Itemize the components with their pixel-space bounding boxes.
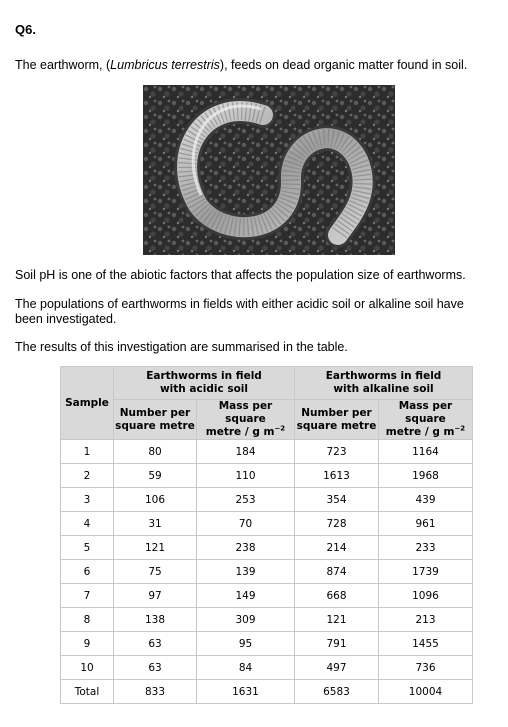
acidic-mass-cell: 309 [197, 608, 295, 632]
sample-cell: Total [61, 680, 114, 704]
alkaline-header-line-2: with alkaline soil [333, 383, 434, 395]
alkaline-header-line-1: Earthworms in field [325, 370, 442, 382]
table-row [61, 512, 473, 536]
sample-cell: 6 [61, 560, 114, 584]
alkaline-mass-cell: 961 [379, 512, 473, 536]
sample-header: Sample [61, 367, 114, 440]
intro-text-before: The earthworm, ( [15, 58, 111, 72]
alkaline-number-cell: 214 [295, 536, 379, 560]
sample-cell: 10 [61, 656, 114, 680]
alkaline-mass-cell: 1739 [379, 560, 473, 584]
alkaline-mass-header: Mass per square metre / g $m^{-2}$ [379, 400, 473, 440]
table-row [61, 584, 473, 608]
alkaline-number-cell: 728 [295, 512, 379, 536]
acidic-mass-header: Mass per square metre / g $m^{-2}$ [197, 400, 295, 440]
acidic-soil-header [114, 367, 295, 400]
acidic-mass-cell: 95 [197, 632, 295, 656]
acidic-number-cell: 59 [114, 464, 197, 488]
table-body [61, 440, 473, 704]
species-name: Lumbricus terrestris [110, 58, 220, 72]
sample-cell: 2 [61, 464, 114, 488]
acidic-number-cell: 63 [114, 656, 197, 680]
alkaline-soil-header [295, 367, 473, 400]
acidic-mass-cell: 184 [197, 440, 295, 464]
sample-cell: 8 [61, 608, 114, 632]
alkaline-number-cell: 723 [295, 440, 379, 464]
earthworm-image-icon [143, 85, 395, 255]
alkaline-mass-cell: 1455 [379, 632, 473, 656]
sample-cell: 3 [61, 488, 114, 512]
acidic-number-header: Number per square metre [114, 400, 197, 440]
intro-text-after: ), feeds on dead organic matter found in soil. [219, 58, 468, 72]
acidic-mass-cell: 139 [197, 560, 295, 584]
acidic-mass-cell: 1631 [197, 680, 295, 704]
question-number: Q6. [15, 22, 36, 37]
population-paragraph: The populations of earthworms in fields with either acidic soil or alkaline soil have been investigated. [15, 297, 464, 326]
table-row [61, 656, 473, 680]
total-row [61, 680, 473, 704]
table-row [61, 536, 473, 560]
acidic-number-cell: 80 [114, 440, 197, 464]
acidic-number-cell: 833 [114, 680, 197, 704]
sample-cell: 7 [61, 584, 114, 608]
acidic-number-cell: 121 [114, 536, 197, 560]
table-row [61, 464, 473, 488]
alkaline-mass-cell: 1096 [379, 584, 473, 608]
alkaline-mass-cell: 1968 [379, 464, 473, 488]
acidic-number-cell: 31 [114, 512, 197, 536]
sample-cell: 4 [61, 512, 114, 536]
alkaline-mass-cell: 439 [379, 488, 473, 512]
alkaline-number-cell: 874 [295, 560, 379, 584]
table-row [61, 608, 473, 632]
table-row [61, 440, 473, 464]
acidic-number-cell: 138 [114, 608, 197, 632]
acidic-mass-cell: 70 [197, 512, 295, 536]
acidic-mass-cell: 253 [197, 488, 295, 512]
sample-cell: 1 [61, 440, 114, 464]
alkaline-number-cell: 668 [295, 584, 379, 608]
acidic-header-line-2: with acidic soil [159, 383, 248, 395]
alkaline-number-cell: 6583 [295, 680, 379, 704]
alkaline-number-cell: 497 [295, 656, 379, 680]
alkaline-mass-cell: 233 [379, 536, 473, 560]
table-row [61, 488, 473, 512]
alkaline-number-cell: 354 [295, 488, 379, 512]
acidic-mass-cell: 110 [197, 464, 295, 488]
acidic-number-cell: 75 [114, 560, 197, 584]
results-paragraph: The results of this investigation are summarised in the table. [15, 340, 348, 354]
earthworm-photo [143, 85, 395, 255]
intro-paragraph [15, 58, 495, 73]
alkaline-mass-cell: 213 [379, 608, 473, 632]
acidic-mass-cell: 149 [197, 584, 295, 608]
soil-ph-paragraph: Soil pH is one of the abiotic factors that affects the population size of earthworms. [15, 268, 466, 282]
alkaline-mass-cell: 10004 [379, 680, 473, 704]
sample-cell: 9 [61, 632, 114, 656]
table-row [61, 632, 473, 656]
acidic-header-line-1: Earthworms in field [146, 370, 262, 382]
alkaline-number-header: Number per square metre [295, 400, 379, 440]
alkaline-number-cell: 791 [295, 632, 379, 656]
acidic-number-cell: 97 [114, 584, 197, 608]
earthworm-results-table [60, 366, 473, 704]
acidic-mass-cell: 84 [197, 656, 295, 680]
sample-cell: 5 [61, 536, 114, 560]
alkaline-mass-cell: 736 [379, 656, 473, 680]
acidic-number-cell: 106 [114, 488, 197, 512]
acidic-number-cell: 63 [114, 632, 197, 656]
alkaline-mass-cell: 1164 [379, 440, 473, 464]
alkaline-number-cell: 121 [295, 608, 379, 632]
alkaline-number-cell: 1613 [295, 464, 379, 488]
acidic-mass-cell: 238 [197, 536, 295, 560]
table-row [61, 560, 473, 584]
